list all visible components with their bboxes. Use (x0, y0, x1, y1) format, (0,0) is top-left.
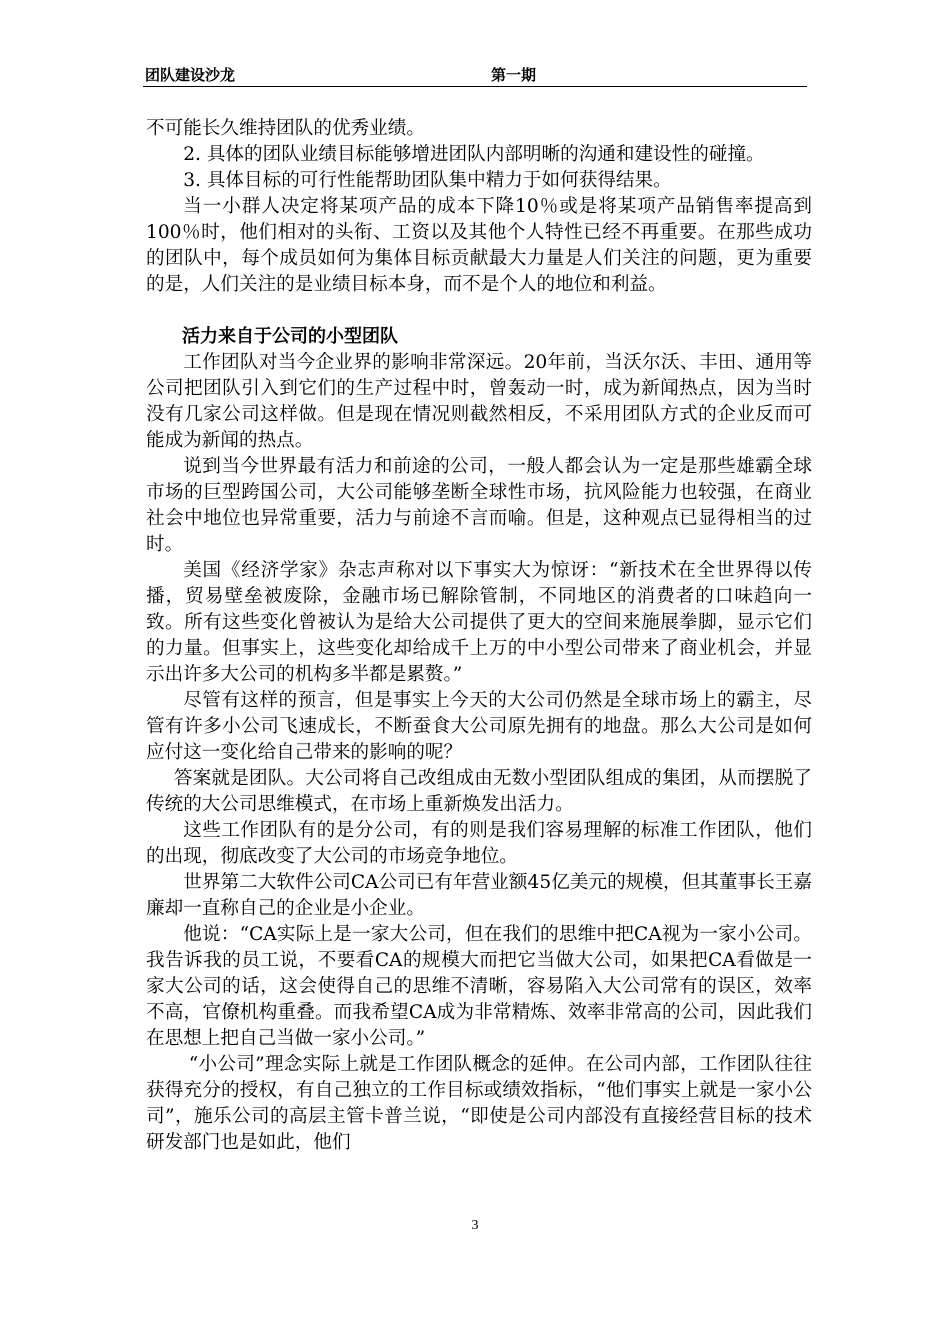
paragraph: 当一小群人决定将某项产品的成本下降10％或是将某项产品销售率提高到100％时，他们相对的头衔、工资以及其他个人特性已经不再重要。在那些成功的团队中，每个成员如何为集体目标贡献最大力量是人们关注的问题，更为重要的是，人们关注的是业绩目标本身，而不是个人的地位和利益。 (146, 196, 812, 295)
paragraph: 工作团队对当今企业界的影响非常深远。20年前，当沃尔沃、丰田、通用等公司把团队引入到它们的生产过程中时，曾轰动一时，成为新闻热点，因为当时没有几家公司这样做。但是现在情况则截然相反，不采用团队方式的企业反而可能成为新闻的热点。 (146, 352, 812, 451)
paragraph: 答案就是团队。大公司将自己改组成由无数小型团队组成的集团，从而摆脱了传统的大公司思维模式，在市场上重新焕发出活力。 (146, 768, 812, 815)
paragraph: 2. 具体的团队业绩目标能够增进团队内部明晰的沟通和建设性的碰撞。 (183, 144, 765, 165)
header-title: 团队建设沙龙 (145, 66, 236, 84)
paragraph: 不可能长久维持团队的优秀业绩。 (146, 118, 425, 139)
paragraph: 他说：“CA实际上是一家大公司，但在我们的思维中把CA视为一家小公司。我告诉我的员工说，不要看CA的规模大而把它当做大公司，如果把CA看做是一家大公司的话，这会使得自己的思维不清晰，容易陷入大公司常有的误区，效率不高，官僚机构重叠。而我希望CA成为非常精炼、效率非常高的公司，因此我们在思想上把自己当做一家小公司。” (146, 924, 812, 1049)
paragraph: “小公司”理念实际上就是工作团队概念的延伸。在公司内部，工作团队往往获得充分的授权，有自己独立的工作目标或绩效指标，“他们事实上就是一家小公司”，施乐公司的高层主管卡普兰说，“即使是公司内部没有直接经营目标的技术研发部门也是如此，他们 (146, 1054, 812, 1153)
body-text (146, 116, 812, 1156)
section-heading: 活力来自于公司的小型团队 (182, 326, 398, 347)
page-header (143, 64, 807, 87)
paragraph: 世界第二大软件公司CA公司已有年营业额45亿美元的规模，但其董事长王嘉廉却一直称自己的企业是小企业。 (146, 872, 812, 919)
paragraph: 美国《经济学家》杂志声称对以下事实大为惊讶：“新技术在全世界得以传播，贸易壁垒被废除，金融市场已解除管制，不同地区的消费者的口味趋向一致。所有这些变化曾被认为是给大公司提供了更大的空间来施展拳脚，显示它们的力量。但事实上，这些变化却给成千上万的中小型公司带来了商业机会，并显示出许多大公司的机构多半都是累赘。” (146, 560, 812, 685)
paragraph: 尽管有这样的预言，但是事实上今天的大公司仍然是全球市场上的霸主，尽管有许多小公司飞速成长，不断蚕食大公司原先拥有的地盘。那么大公司是如何应付这一变化给自己带来的影响的呢？ (146, 690, 812, 763)
paragraph: 说到当今世界最有活力和前途的公司，一般人都会认为一定是那些雄霸全球市场的巨型跨国公司，大公司能够垄断全球性市场，抗风险能力也较强，在商业社会中地位也异常重要，活力与前途不言而喻。但是，这种观点已显得相当的过时。 (146, 456, 812, 555)
paragraph: 3. 具体目标的可行性能帮助团队集中精力于如何获得结果。 (183, 170, 672, 191)
paragraph: 这些工作团队有的是分公司，有的则是我们容易理解的标准工作团队，他们的出现，彻底改变了大公司的市场竞争地位。 (146, 820, 812, 867)
page-number: 3 (471, 1218, 479, 1233)
header-issue: 第一期 (491, 66, 537, 84)
